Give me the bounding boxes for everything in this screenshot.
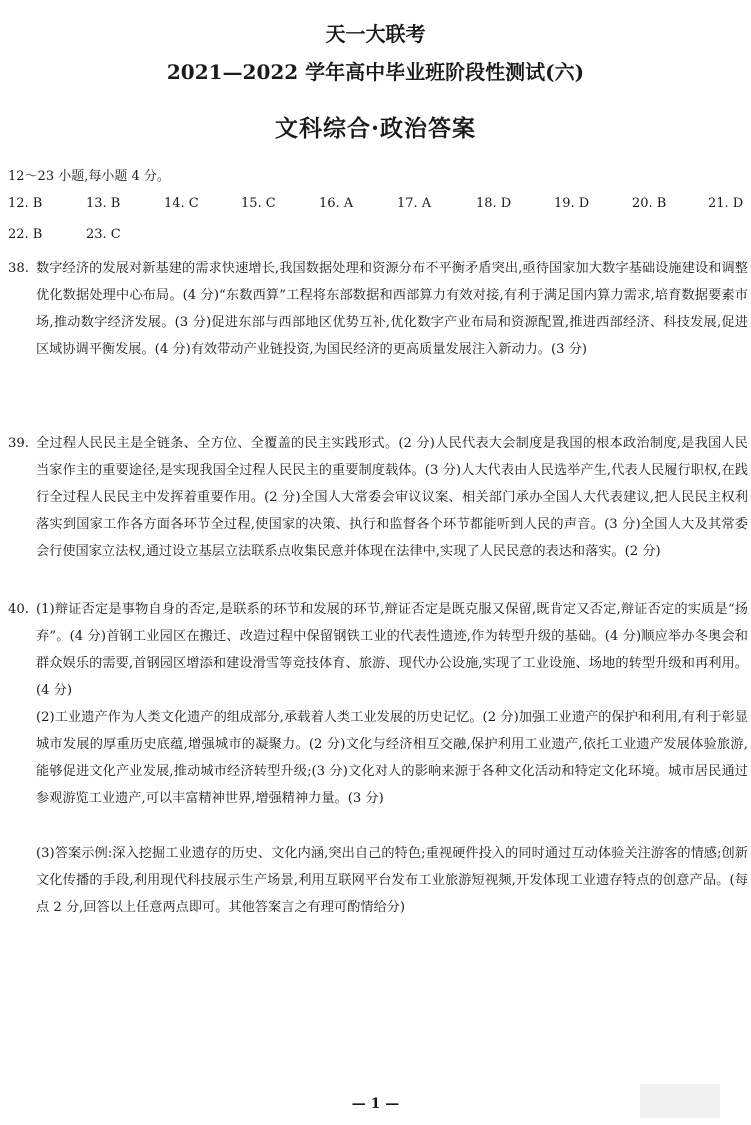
answer-12: 12. B bbox=[8, 196, 43, 211]
question-40-part-1-answer: (1)辩证否定是事物自身的否定,是联系的环节和发展的环节,辩证否定是既克服又保留,既肯定又否定,辩证否定的实质是“扬弃”。(4 分)首钢工业园区在搬迁、改造过程中保留钢铁工业的代表性遗迹,作为转型升级的基础。(4 分)顺应举办冬奥会和群众娱乐的需要,首钢园区增添和建设滑雪等竞技体育、旅游、现代办公设施,实现了工业设施、场地的转型升级和再利用。(4 分) bbox=[36, 602, 748, 698]
exam-title: 2021—2022 学年高中毕业班阶段性测试(六) bbox=[166, 60, 585, 84]
exam-organizer-title: 天一大联考 bbox=[325, 22, 426, 46]
answer-20: 20. B bbox=[632, 196, 667, 211]
answer-14: 14. C bbox=[164, 196, 199, 211]
question-38-answer: 数字经济的发展对新基建的需求快速增长,我国数据处理和资源分布不平衡矛盾突出,亟待国家加大数字基础设施建设和调整优化数据处理中心布局。(4 分)“东数西算”工程将东部数据和西部算力有效对接,有利于满足国内算力需求,培育数据要素市场,推动数字经济发展。(3 分)促进东部与西部地区优势互补,优化数字产业布局和资源配置,推进西部经济、科技发展,促进区域协调平衡发展。(4 分)有效带动产业链投资,为国民经济的更高质量发展注入新动力。(3 分) bbox=[36, 261, 748, 357]
question-40-part-1 bbox=[8, 596, 748, 704]
answer-17: 17. A bbox=[397, 196, 432, 211]
choice-answers-row-1 bbox=[8, 196, 749, 214]
answer-21: 21. D bbox=[708, 196, 744, 211]
subject-title: 文科综合·政治答案 bbox=[274, 115, 476, 142]
question-39 bbox=[8, 430, 748, 565]
answer-18: 18. D bbox=[476, 196, 512, 211]
question-38-number: 38. bbox=[8, 261, 29, 276]
question-39-number: 39. bbox=[8, 436, 29, 451]
page-number: — 1 — bbox=[351, 1096, 400, 1112]
answer-16: 16. A bbox=[319, 196, 354, 211]
choice-instructions: 12～23 小题,每小题 4 分。 bbox=[8, 169, 170, 184]
answer-15: 15. C bbox=[241, 196, 276, 211]
answer-13: 13. B bbox=[86, 196, 121, 211]
answer-23: 23. C bbox=[86, 227, 121, 242]
choice-answers-row-2 bbox=[8, 227, 749, 245]
question-38 bbox=[8, 255, 748, 363]
answer-22: 22. B bbox=[8, 227, 43, 242]
question-40-part-2: (2)工业遗产作为人类文化遗产的组成部分,承载着人类工业发展的历史记忆。(2 分)加强工业遗产的保护和利用,有利于彰显城市发展的厚重历史底蕴,增强城市的凝聚力。(2 分)文化与经济相互交融,保护利用工业遗产,依托工业遗产发展体验旅游,能够促进文化产业发展,推动城市经济转型升级;(3 分)文化对人的影响来源于各种文化活动和特定文化环境。城市居民通过参观游览工业遗产,可以丰富精神世界,增强精神力量。(3 分) bbox=[36, 710, 748, 806]
question-40-part-3: (3)答案示例:深入挖掘工业遗存的历史、文化内涵,突出自己的特色;重视硬件投入的同时通过互动体验关注游客的情感;创新文化传播的手段,利用现代科技展示生产场景,利用互联网平台发布工业旅游短视频,开发体现工业遗存特点的创意产品。(每点 2 分,回答以上任意两点即可。其他答案言之有理可酌情给分) bbox=[36, 846, 748, 915]
question-40-number: 40. bbox=[8, 602, 29, 617]
question-39-answer: 全过程人民民主是全链条、全方位、全覆盖的民主实践形式。(2 分)人民代表大会制度是我国的根本政治制度,是我国人民当家作主的重要途径,是实现我国全过程人民民主的重要制度载体。(3 分)人大代表由人民选举产生,代表人民履行职权,在践行全过程人民民主中发挥着重要作用。(2 分)全国人大常委会审议议案、相关部门承办全国人大代表建议,把人民民主权利落实到国家工作各方面各环节全过程,使国家的决策、执行和监督各个环节都能听到人民的声音。(3 分)全国人大及其常委会行使国家立法权,通过设立基层立法联系点收集民意并体现在法律中,实现了人民民意的表达和落实。(2 分) bbox=[36, 436, 748, 559]
answer-19: 19. D bbox=[554, 196, 590, 211]
